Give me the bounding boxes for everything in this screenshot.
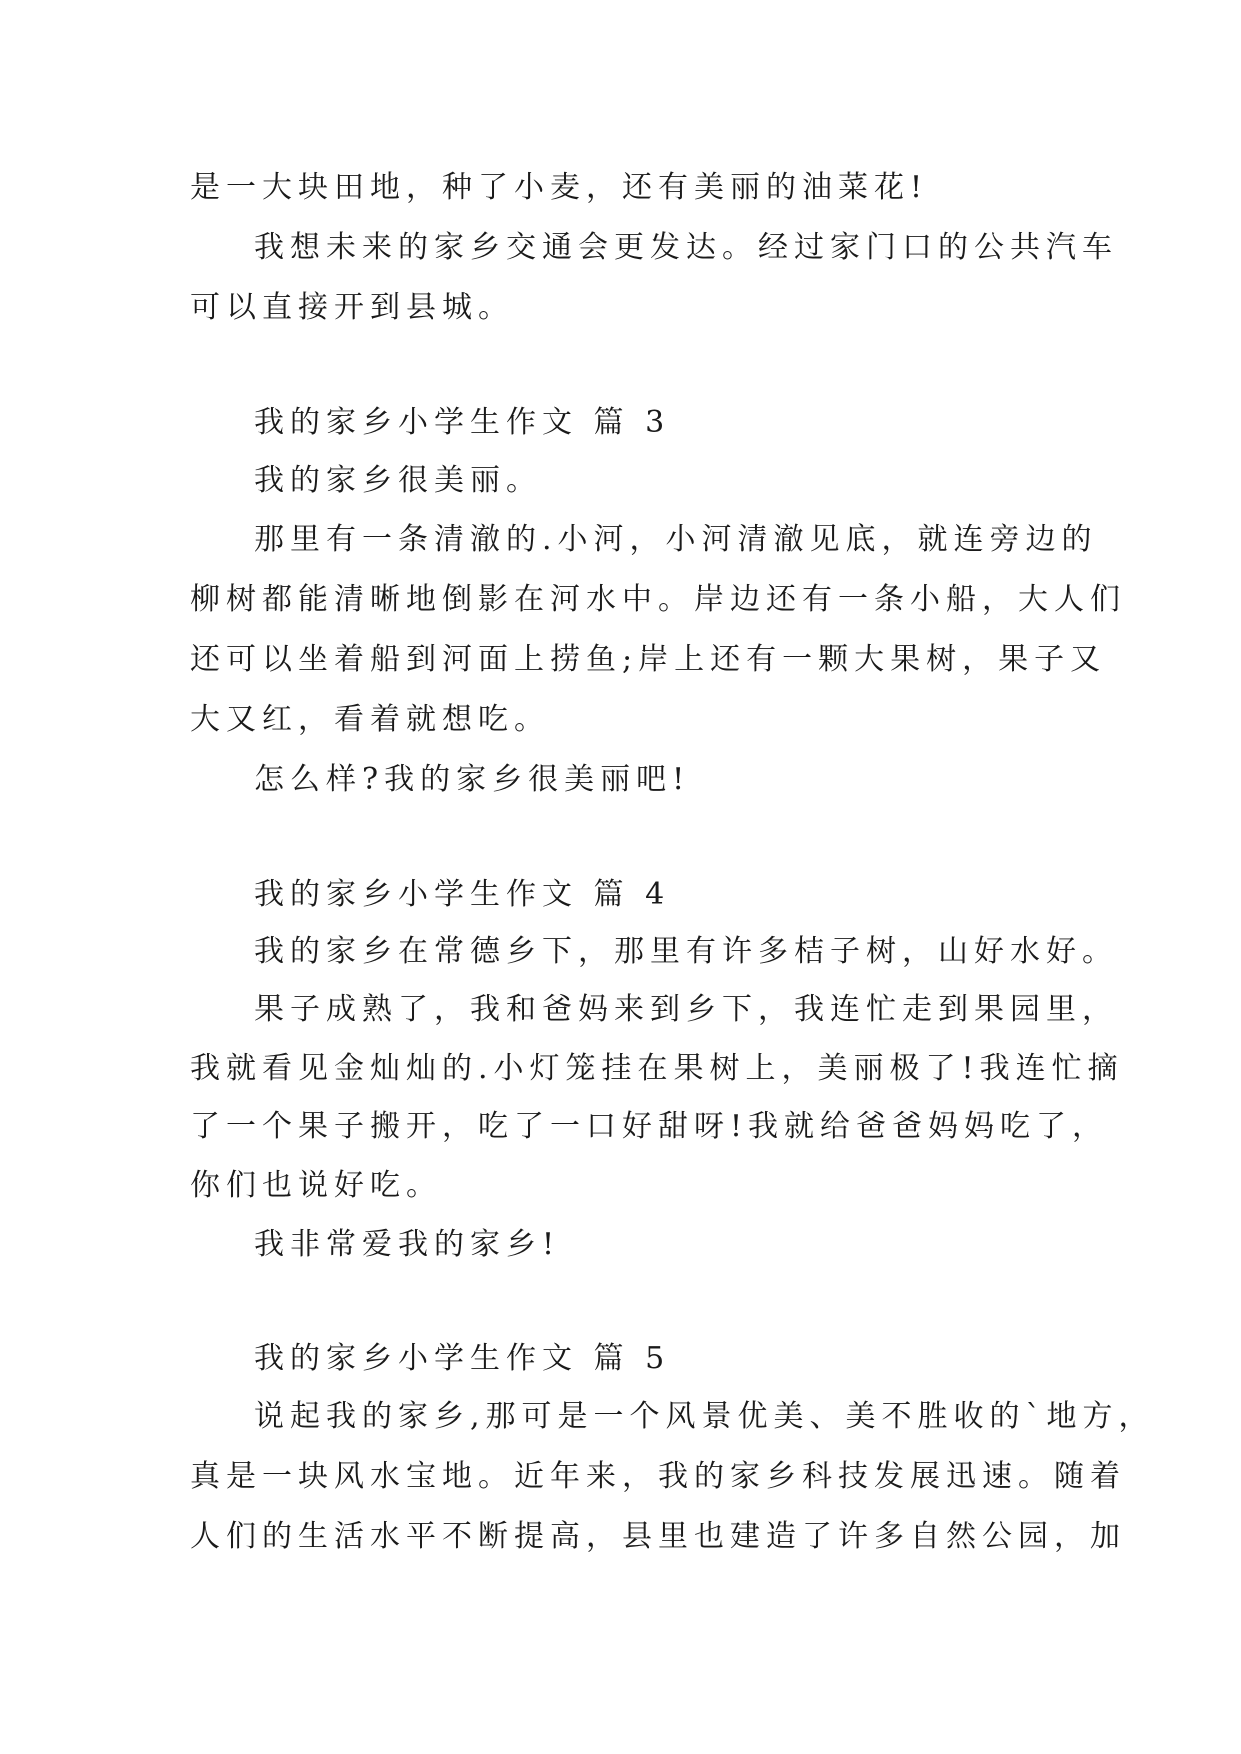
- paragraph-line: 是一大块田地，种了小麦，还有美丽的油菜花!: [190, 170, 929, 205]
- paragraph-line: 你们也说好吃。: [190, 1168, 442, 1203]
- paragraph-line: 我非常爱我的家乡!: [254, 1227, 561, 1262]
- paragraph-line: 我的家乡在常德乡下，那里有许多桔子树，山好水好。: [254, 934, 1118, 969]
- paragraph-line: 说起我的家乡,那可是一个风景优美、美不胜收的`地方，: [254, 1399, 1155, 1434]
- paragraph-line: 我的家乡很美丽。: [254, 463, 542, 498]
- section-heading: 我的家乡小学生作文 篇 3: [254, 405, 671, 440]
- paragraph-line: 大又红，看着就想吃。: [190, 702, 550, 737]
- section-heading: 我的家乡小学生作文 篇 5: [254, 1341, 671, 1376]
- paragraph-line: 果子成熟了，我和爸妈来到乡下，我连忙走到果园里，: [254, 992, 1118, 1027]
- paragraph-line: 柳树都能清晰地倒影在河水中。岸边还有一条小船，大人们: [190, 582, 1126, 617]
- paragraph-line: 真是一块风水宝地。近年来，我的家乡科技发展迅速。随着: [190, 1459, 1126, 1494]
- paragraph-line: 人们的生活水平不断提高，县里也建造了许多自然公园，加: [190, 1519, 1126, 1554]
- section-heading: 我的家乡小学生作文 篇 4: [254, 877, 671, 912]
- paragraph-line: 我就看见金灿灿的.小灯笼挂在果树上，美丽极了!我连忙摘: [190, 1051, 1124, 1086]
- paragraph-line: 还可以坐着船到河面上捞鱼;岸上还有一颗大果树，果子又: [190, 642, 1107, 677]
- paragraph-line: 了一个果子搬开，吃了一口好甜呀!我就给爸爸妈妈吃了，: [190, 1109, 1109, 1144]
- paragraph-line: 怎么样?我的家乡很美丽吧!: [254, 762, 691, 797]
- paragraph-line: 可以直接开到县城。: [190, 290, 514, 325]
- paragraph-line: 那里有一条清澈的.小河，小河清澈见底，就连旁边的: [254, 522, 1098, 557]
- paragraph-line: 我想未来的家乡交通会更发达。经过家门口的公共汽车: [254, 230, 1118, 265]
